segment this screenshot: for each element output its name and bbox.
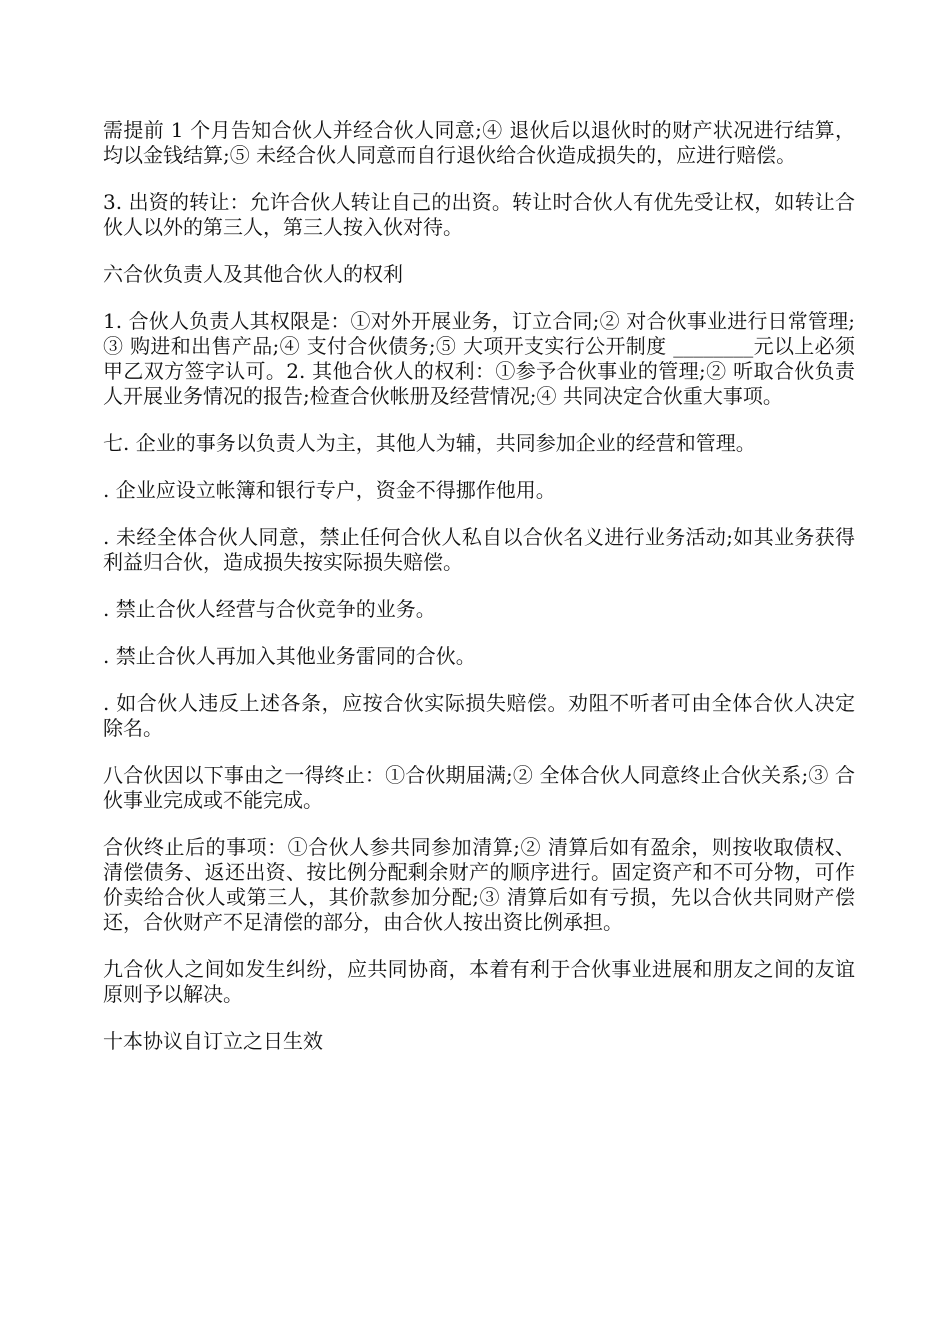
paragraph-unauthorized-activity: . 未经全体合伙人同意，禁止任何合伙人私自以合伙名义进行业务活动;如其业务获得利益归合伙，造成损失按实际损失赔偿。 (103, 525, 855, 574)
paragraph-bank-account: . 企业应设立帐簿和银行专户，资金不得挪作他用。 (103, 478, 556, 502)
section-heading-affairs: 七. 企业的事务以负责人为主，其他人为辅，共同参加企业的经营和管理。 (103, 431, 756, 455)
section-heading-disputes: 九合伙人之间如发生纠纷，应共同协商，本着有利于合伙事业进展和朋友之间的友谊原则予以解决。 (103, 957, 855, 1006)
section-heading-effective-date: 十本协议自订立之日生效 (103, 1029, 323, 1053)
paragraph-post-termination: 合伙终止后的事项：①合伙人参共同参加清算;② 清算后如有盈余，则按收取债权、清偿债务、返还出资、按比例分配剩余财产的顺序进行。固定资产和不可分物，可作价卖给合伙人或第三人，其价款参加分配;③ 清算后如有亏损，先以合伙共同财产偿还，合伙财产不足清偿的部分，由合伙人按出资比例承担。 (103, 835, 855, 934)
document-page (103, 118, 855, 1076)
section-heading-termination: 八合伙因以下事由之一得终止：①合伙期届满;② 全体合伙人同意终止合伙关系;③ 合伙事业完成或不能完成。 (103, 763, 855, 812)
paragraph-manager-powers: 1. 合伙人负责人其权限是：①对外开展业务，订立合同;② 对合伙事业进行日常管理;③ 购进和出售产品;④ 支付合伙债务;⑤ 大项开支实行公开制度 ________元以上必须甲乙双方签字认可。2. 其他合伙人的权利：①参予合伙事业的管理;② 听取合伙负责人开展业务情况的报告;检查合伙帐册及经营情况;④ 共同决定合伙重大事项。 (103, 309, 855, 408)
paragraph-violation-expulsion: . 如合伙人违反上述各条，应按合伙实际损失赔偿。劝阻不听者可由全体合伙人决定除名。 (103, 691, 855, 740)
section-heading-rights: 六合伙负责人及其他合伙人的权利 (103, 262, 403, 286)
paragraph-no-similar-partnership: . 禁止合伙人再加入其他业务雷同的合伙。 (103, 644, 476, 668)
paragraph-withdrawal-terms: 需提前 1 个月告知合伙人并经合伙人同意;④ 退伙后以退伙时的财产状况进行结算，均以金钱结算;⑤ 未经合伙人同意而自行退伙给合伙造成损失的，应进行赔偿。 (103, 118, 855, 167)
paragraph-no-competition: . 禁止合伙人经营与合伙竞争的业务。 (103, 597, 436, 621)
paragraph-capital-transfer: 3. 出资的转让：允许合伙人转让自己的出资。转让时合伙人有优先受让权，如转让合伙人以外的第三人，第三人按入伙对待。 (103, 190, 855, 239)
